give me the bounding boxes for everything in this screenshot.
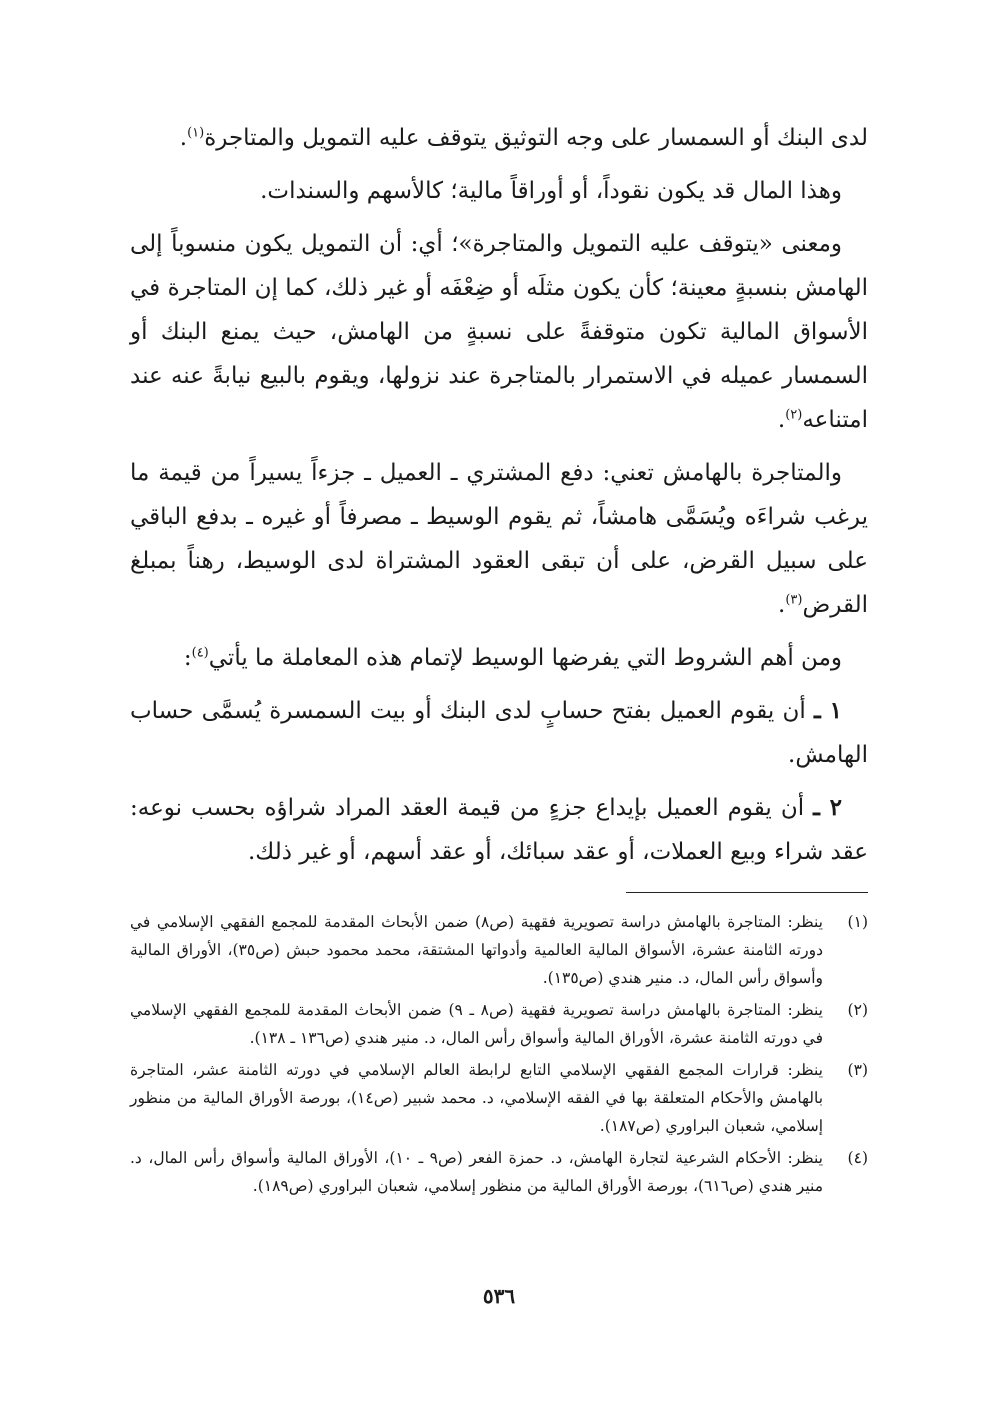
footnote-separator	[626, 892, 868, 893]
footnote-ref-1[interactable]: (١)	[187, 125, 205, 141]
footnote-text: ينظر: قرارات المجمع الفقهي الإسلامي التابع لرابطة العالم الإسلامي في دورته الثامنة عشر، المتاجرة بالهامش والأحكام المتعلقة بها في الفقه الإسلامي، د. محمد شبير (ص١٤)، بورصة الأوراق المالية من منظور إسلامي، شعبان البراوري (ص١٨٧).	[130, 1061, 824, 1135]
paragraph-3: ومعنى «يتوقف عليه التمويل والمتاجرة»؛ أي: أن التمويل يكون منسوباً إلى الهامش بنسبةٍ معينة؛ كأن يكون مثلَه أو ضِعْفَه أو غير ذلك، كما إن المتاجرة في الأسواق المالية تكون متوقفةً على نسبةٍ من الهامش، حيث يمنع البنك أو السمسار عميله في الاستمرار بالمتاجرة عند نزولها، ويقوم بالبيع نيابةً عنه عند امتناعه$^{(٢)}$.	[130, 231, 868, 433]
book-page	[130, 116, 868, 1316]
footnote-text: ينظر: الأحكام الشرعية لتجارة الهامش، د. حمزة الفعر (ص٩ ـ ١٠)، الأوراق المالية وأسواق رأس المال، د. منير هندي (ص٦١٦)، بورصة الأوراق المالية من منظور إسلامي، شعبان البراوري (ص١٨٩).	[130, 1149, 823, 1195]
condition-item-1	[130, 689, 868, 777]
condition-item-2-number: ٢ ـ	[813, 794, 842, 821]
paragraph-2: وهذا المال قد يكون نقوداً، أو أوراقاً مالية؛ كالأسهم والسندات.	[260, 178, 842, 204]
footnote-4	[130, 1144, 868, 1200]
condition-item-1-number: ١ ـ	[813, 697, 843, 724]
footnote-1	[130, 908, 868, 992]
paragraph-5-text: ومن أهم الشروط التي يفرضها الوسيط لإتمام هذه المعاملة ما يأتي	[208, 645, 842, 671]
footnote-number: (٢)	[847, 1001, 868, 1019]
footnote-number: (٤)	[847, 1149, 868, 1167]
footnote-ref-3[interactable]: (٣)	[785, 592, 803, 608]
page-number: ٥٣٦	[482, 1284, 516, 1308]
footnote-number: (١)	[847, 913, 868, 931]
footnote-ref-2[interactable]: (٢)	[785, 407, 803, 423]
footnote-2	[130, 996, 868, 1052]
paragraph-1-text: لدى البنك أو السمسار على وجه التوثيق يتوقف عليه التمويل والمتاجرة	[204, 125, 868, 151]
main-text	[130, 116, 868, 874]
condition-item-2	[130, 786, 868, 874]
footnote-ref-4[interactable]: (٤)	[191, 645, 209, 661]
condition-item-2-text: أن يقوم العميل بإيداع جزءٍ من قيمة العقد المراد شراؤه بحسب نوعه: عقد شراء وبيع العملات، أو عقد سبائك، أو عقد أسهم، أو غير ذلك.	[130, 795, 868, 865]
paragraph-5: ومن أهم الشروط التي يفرضها الوسيط لإتمام هذه المعاملة ما يأتي$^{(٤)}$:	[183, 645, 842, 671]
paragraph-1: لدى البنك أو السمسار على وجه التوثيق يتوقف عليه التمويل والمتاجرة$^{(١)}$.	[179, 125, 868, 151]
condition-item-1-text: أن يقوم العميل بفتح حسابٍ لدى البنك أو بيت السمسرة يُسمَّى حساب الهامش.	[130, 698, 868, 768]
paragraph-4: والمتاجرة بالهامش تعني: دفع المشتري ـ العميل ـ جزءاً يسيراً من قيمة ما يرغب شراءَه ويُسَمَّى هامشاً، ثم يقوم الوسيط ـ مصرفاً أو غيره ـ بدفع الباقي على سبيل القرض، على أن تبقى العقود المشتراة لدى الوسيط، رهناً بمبلغ القرض$^{(٣)}$.	[130, 460, 868, 618]
paragraph-4-text: والمتاجرة بالهامش تعني: دفع المشتري ـ العميل ـ جزءاً يسيراً من قيمة ما يرغب شراءَه ويُسَمَّى هامشاً، ثم يقوم الوسيط ـ مصرفاً أو غيره ـ بدفع الباقي على سبيل القرض، على أن تبقى العقود المشتراة لدى الوسيط، رهناً بمبلغ القرض	[130, 460, 868, 618]
footnote-3	[130, 1056, 868, 1140]
paragraph-3-text: ومعنى «يتوقف عليه التمويل والمتاجرة»؛ أي: أن التمويل يكون منسوباً إلى الهامش بنسبةٍ معينة؛ كأن يكون مثلَه أو ضِعْفَه أو غير ذلك، كما إن المتاجرة في الأسواق المالية تكون متوقفةً على نسبةٍ من الهامش، حيث يمنع البنك أو السمسار عميله في الاستمرار بالمتاجرة عند نزولها، ويقوم بالبيع نيابةً عنه عند امتناعه	[130, 231, 868, 433]
footnote-number: (٣)	[847, 1061, 868, 1079]
footnotes	[130, 908, 868, 1204]
footnote-text: ينظر: المتاجرة بالهامش دراسة تصويرية فقهية (ص٨) ضمن الأبحاث المقدمة للمجمع الفقهي الإسلامي في دورته الثامنة عشرة، الأسواق المالية العالمية وأدواتها المشتقة، محمد محمود حبش (ص٣٥)، الأوراق المالية وأسواق رأس المال، د. منير هندي (ص١٣٥).	[130, 913, 823, 987]
footnote-text: ينظر: المتاجرة بالهامش دراسة تصويرية فقهية (ص٨ ـ ٩) ضمن الأبحاث المقدمة للمجمع الفقهي الإسلامي في دورته الثامنة عشرة، الأوراق المالية وأسواق رأس المال، د. منير هندي (ص١٣٦ ـ ١٣٨).	[130, 1001, 823, 1047]
